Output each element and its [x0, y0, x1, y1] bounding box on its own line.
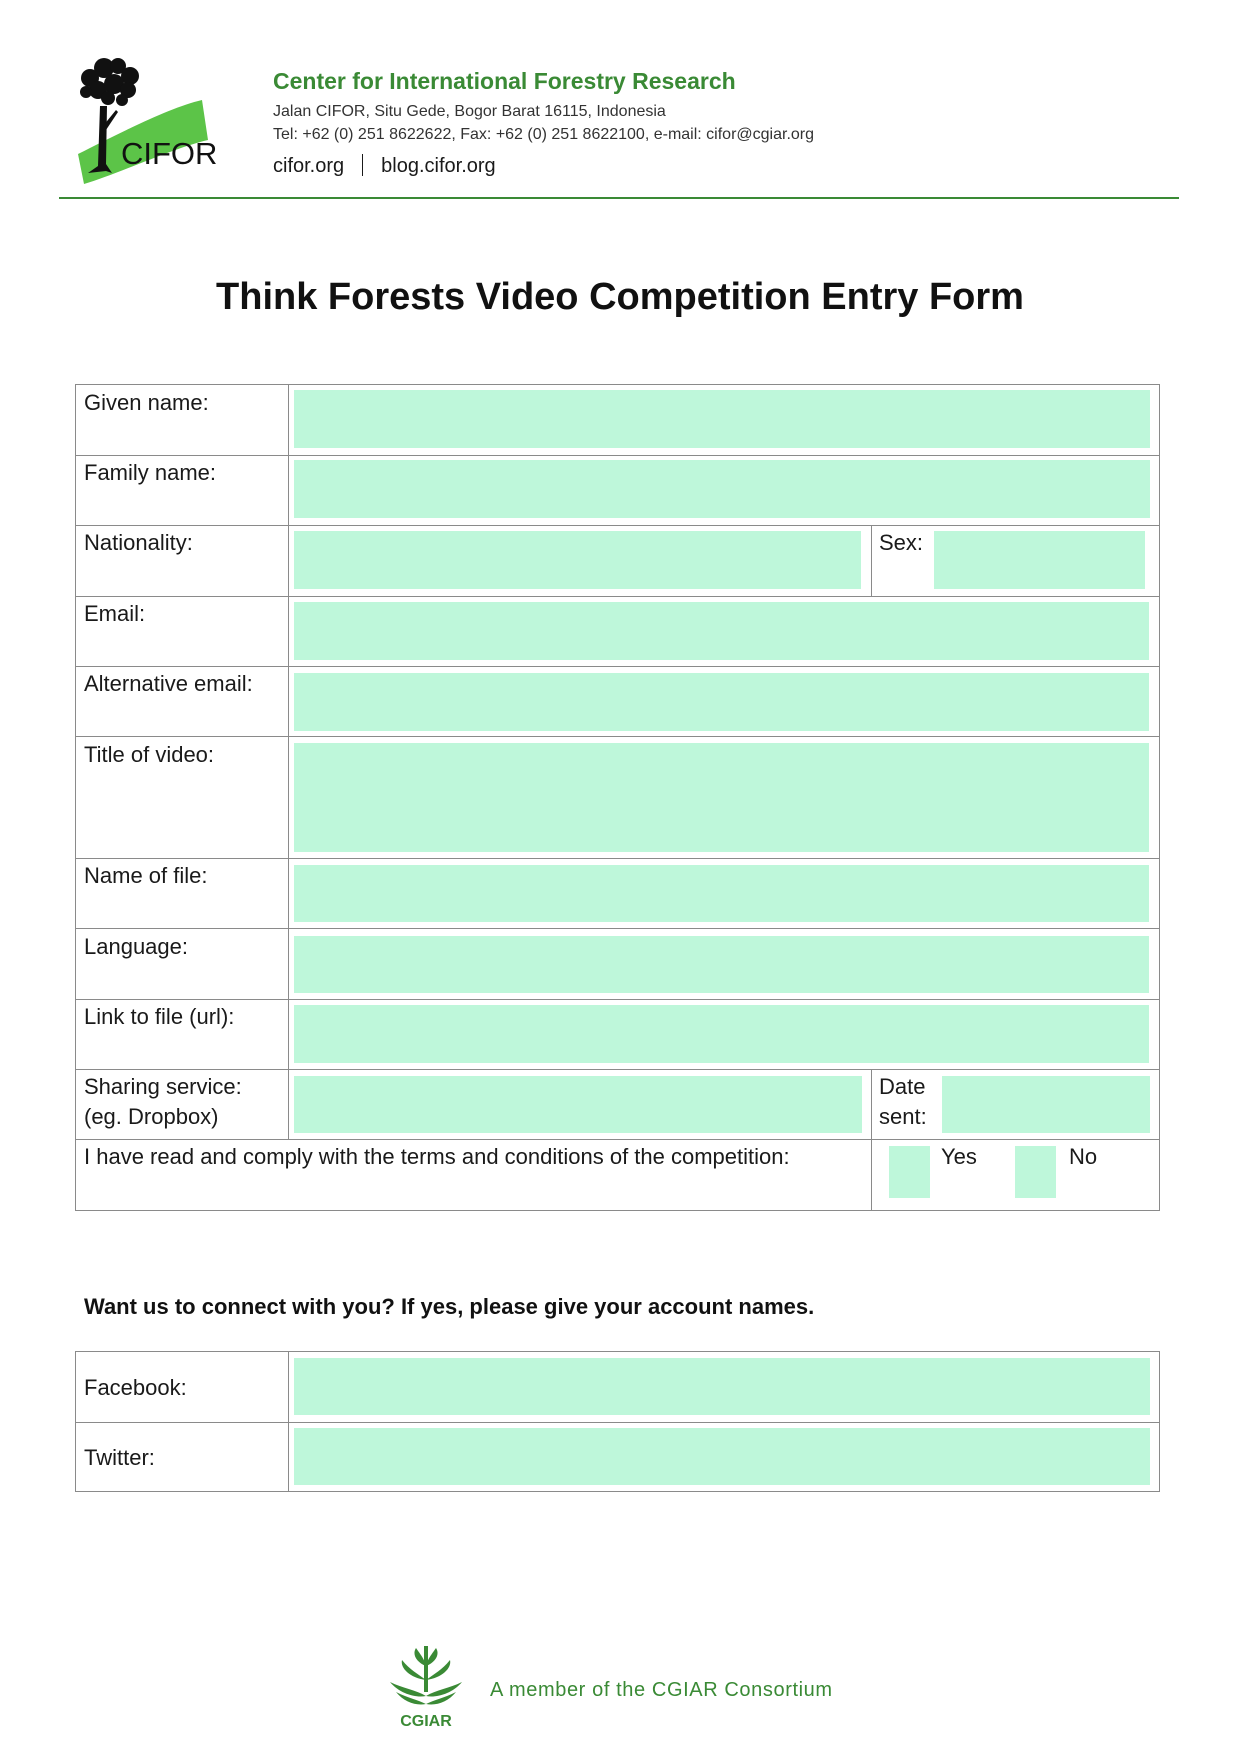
file-name-label: Name of file:	[84, 863, 208, 888]
twitter-label: Twitter:	[84, 1445, 155, 1470]
email-field[interactable]	[294, 602, 1149, 660]
date-sent-field[interactable]	[942, 1076, 1150, 1133]
sex-label: Sex:	[879, 530, 924, 555]
column-divider	[288, 385, 289, 1139]
social-table	[75, 1351, 1160, 1492]
row-divider	[76, 928, 1159, 929]
twitter-field[interactable]	[294, 1428, 1150, 1485]
file-name-field[interactable]	[294, 865, 1149, 922]
link-separator	[362, 154, 363, 176]
sharing-service-label: Sharing service:	[84, 1074, 242, 1099]
video-title-field[interactable]	[294, 743, 1149, 852]
given-name-field[interactable]	[294, 390, 1150, 448]
given-name-label: Given name:	[84, 390, 209, 415]
row-divider	[76, 858, 1159, 859]
row-divider	[76, 999, 1159, 1000]
alt-email-label: Alternative email:	[84, 671, 253, 696]
terms-no-checkbox[interactable]	[1015, 1146, 1056, 1198]
cifor-logo-text: CIFOR	[121, 136, 218, 171]
facebook-label: Facebook:	[84, 1375, 187, 1400]
row-divider	[76, 666, 1159, 667]
org-links	[273, 154, 496, 178]
terms-no-label: No	[1069, 1144, 1098, 1169]
cgiar-member-text: A member of the CGIAR Consortium	[490, 1679, 833, 1701]
column-divider	[871, 1069, 872, 1211]
family-name-field[interactable]	[294, 460, 1150, 518]
form-title: Think Forests Video Competition Entry Form	[216, 276, 1024, 318]
connect-heading: Want us to connect with you? If yes, please give your account names.	[84, 1294, 815, 1319]
entry-form-table	[75, 384, 1160, 1211]
email-label: Email:	[84, 601, 146, 626]
row-divider	[76, 455, 1159, 456]
terms-yes-checkbox[interactable]	[889, 1146, 930, 1198]
nationality-label: Nationality:	[84, 530, 193, 555]
language-label: Language:	[84, 934, 188, 959]
sex-field[interactable]	[934, 531, 1145, 589]
sharing-service-example: (eg. Dropbox)	[84, 1104, 219, 1129]
link-url-field[interactable]	[294, 1005, 1149, 1063]
row-divider	[76, 736, 1159, 737]
alt-email-field[interactable]	[294, 673, 1149, 731]
org-address: Jalan CIFOR, Situ Gede, Bogor Barat 16115, Indonesia	[273, 103, 666, 120]
row-divider	[76, 596, 1159, 597]
cifor-blog-link[interactable]: blog.cifor.org	[381, 155, 496, 177]
header-divider	[59, 197, 1179, 199]
row-divider	[76, 525, 1159, 526]
column-divider	[871, 525, 872, 596]
date-sent-label-line2: sent:	[879, 1104, 927, 1129]
row-divider	[76, 1422, 1159, 1423]
cgiar-logo-text: CGIAR	[400, 1713, 452, 1728]
cifor-site-link[interactable]: cifor.org	[273, 155, 345, 177]
language-field[interactable]	[294, 936, 1149, 993]
family-name-label: Family name:	[84, 460, 217, 485]
terms-yes-label: Yes	[941, 1144, 977, 1169]
org-contact: Tel: +62 (0) 251 8622622, Fax: +62 (0) 251 8622100, e-mail: cifor@cgiar.org	[273, 126, 815, 143]
nationality-field[interactable]	[294, 531, 861, 589]
terms-label: I have read and comply with the terms and conditions of the competition:	[84, 1144, 790, 1169]
org-name: Center for International Forestry Research	[273, 68, 736, 94]
date-sent-label: Date	[879, 1074, 926, 1099]
facebook-field[interactable]	[294, 1358, 1150, 1415]
cgiar-logo	[386, 1644, 466, 1728]
video-title-label: Title of video:	[84, 742, 215, 767]
sharing-service-field[interactable]	[294, 1076, 862, 1133]
row-divider	[76, 1069, 1159, 1070]
row-divider	[76, 1139, 1159, 1140]
link-url-label: Link to file (url):	[84, 1004, 235, 1029]
column-divider	[288, 1352, 289, 1491]
cifor-logo	[78, 56, 228, 184]
